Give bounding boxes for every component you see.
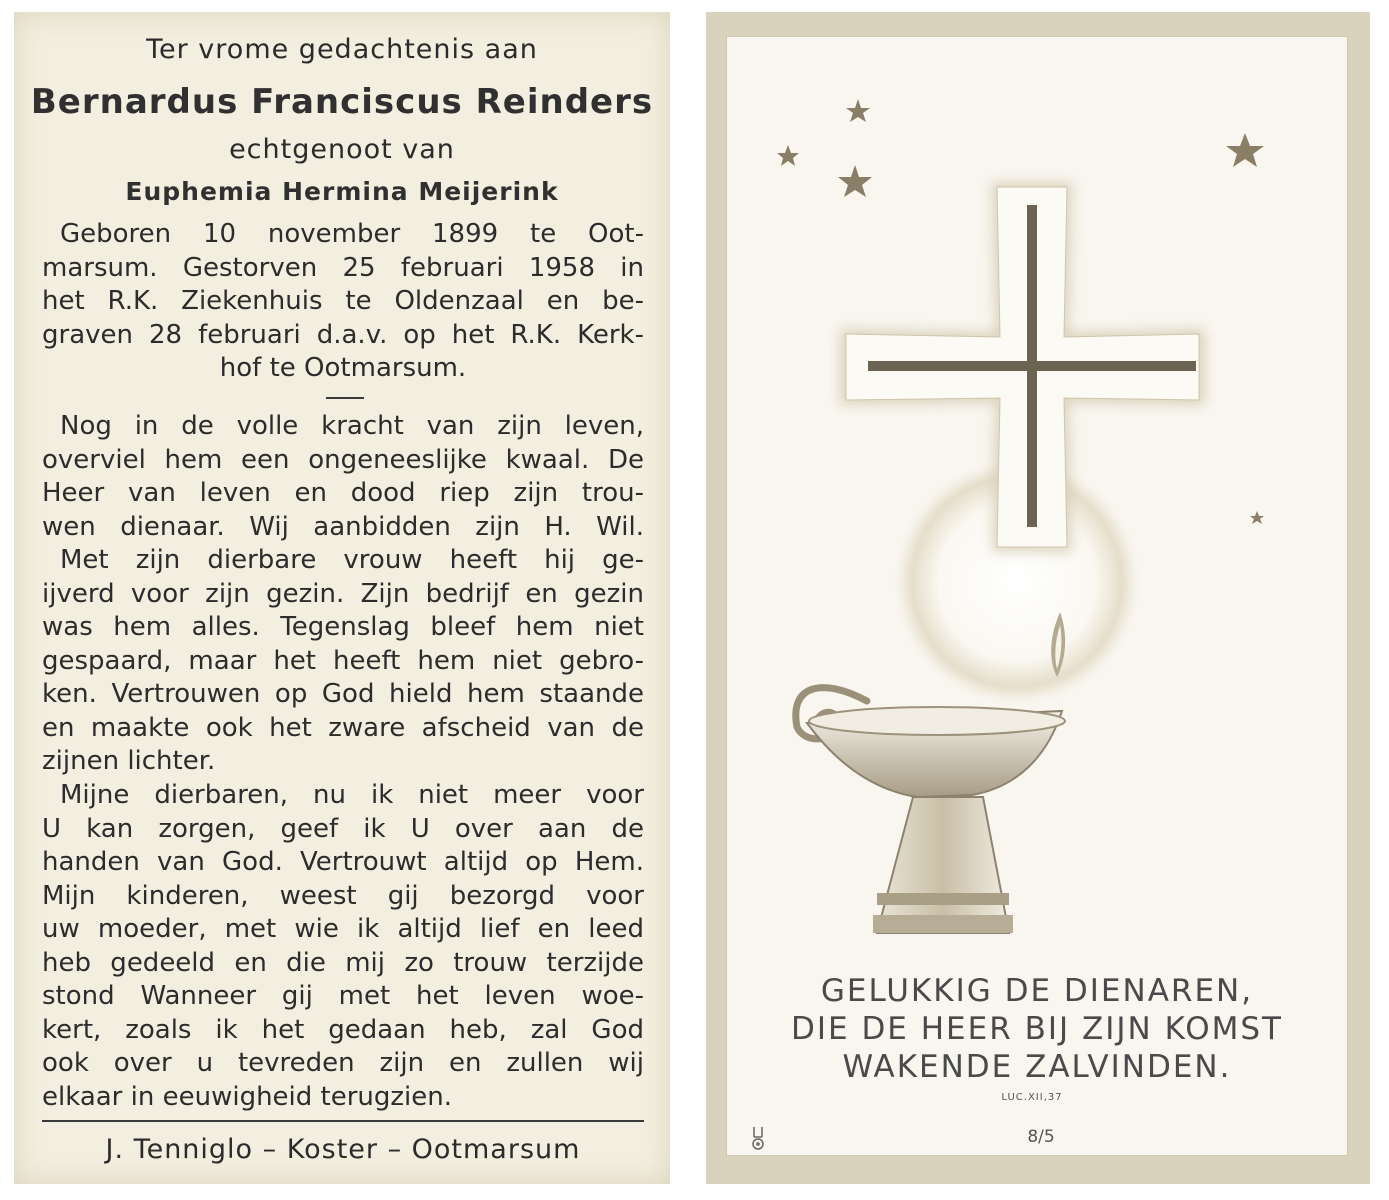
text-line: Heer van leven en dood riep zijn trou- bbox=[42, 478, 644, 508]
star-icon bbox=[846, 99, 870, 122]
text-line: en maakte ook het zware afscheid van de bbox=[42, 712, 644, 743]
paragraph-farewell bbox=[42, 779, 644, 1114]
oil-lamp-icon bbox=[796, 688, 1065, 933]
text-line: kert, zoals ik het gedaan heb, zal God bbox=[42, 1014, 644, 1045]
scripture-reference: LUC.XII,37 bbox=[1001, 1092, 1063, 1103]
text-line: heb gedeeld en die mij zo trouw terzijde bbox=[42, 947, 644, 978]
card-number: 8/5 bbox=[1027, 1127, 1055, 1147]
text-line: Met zijn dierbare vrouw heeft hij ge- bbox=[60, 545, 644, 575]
biography-paragraph bbox=[42, 218, 644, 386]
bio-line: het R.K. Ziekenhuis te Oldenzaal en be- bbox=[42, 286, 644, 316]
star-icon bbox=[777, 145, 799, 166]
printer-footer: J. Tenniglo – Koster – Ootmarsum bbox=[105, 1134, 581, 1165]
text-line: uw moeder, met wie ik altijd lief en leed bbox=[42, 914, 644, 944]
text-line: overviel hem een ongeneeslijke kwaal. De bbox=[42, 444, 644, 475]
bio-line: marsum. Gestorven 25 februari 1958 in bbox=[42, 252, 644, 283]
text-line: was hem alles. Tegenslag bleef hem niet bbox=[42, 612, 644, 642]
text-line: wen dienaar. Wij aanbidden zijn H. Wil. bbox=[42, 511, 644, 542]
publisher-mark-icon bbox=[751, 1125, 765, 1151]
text-line: Mijne dierbaren, nu ik niet meer voor bbox=[60, 780, 644, 810]
cross-and-lamp-illustration bbox=[727, 37, 1347, 967]
verse-line: GELUKKIG DE DIENAREN, bbox=[820, 973, 1254, 1009]
bio-line: graven 28 februari d.a.v. op het R.K. Kerk- bbox=[42, 319, 644, 350]
illustration-card bbox=[706, 12, 1370, 1184]
deceased-name: Bernardus Franciscus Reinders bbox=[30, 82, 654, 122]
footer-rule bbox=[42, 1120, 644, 1122]
spouse-relation-line: echtgenoot van bbox=[229, 134, 455, 165]
text-line: handen van God. Vertrouwt altijd op Hem. bbox=[42, 847, 644, 877]
spouse-name: Euphemia Hermina Meijerink bbox=[125, 177, 559, 206]
bio-line: hof te Ootmarsum. bbox=[219, 353, 467, 383]
cross-icon bbox=[840, 182, 1205, 552]
text-line: ook over u tevreden zijn en zullen wij bbox=[42, 1048, 644, 1078]
text-line: stond Wanneer gij met het leven woe- bbox=[42, 981, 644, 1011]
section-divider bbox=[326, 397, 364, 399]
text-line: zijnen lichter. bbox=[42, 746, 216, 776]
text-line: ijverd voor zijn gezin. Zijn bedrijf en gezin bbox=[42, 578, 644, 609]
paragraph-illness bbox=[42, 410, 644, 544]
verse-line: DIE DE HEER BIJ ZIJN KOMST bbox=[790, 1011, 1283, 1047]
illustration-panel bbox=[726, 36, 1348, 1156]
verse-line: WAKENDE ZALVINDEN. bbox=[842, 1049, 1232, 1085]
text-line: ken. Vertrouwen op God hield hem staande bbox=[42, 679, 644, 709]
text-line: U kan zorgen, geef ik U over aan de bbox=[42, 813, 644, 844]
dedication-line: Ter vrome gedachtenis aan bbox=[146, 34, 538, 65]
star-icon bbox=[1250, 511, 1264, 524]
text-line: gespaard, maar het heeft hem niet gebro- bbox=[42, 645, 644, 676]
star-icon bbox=[838, 165, 872, 197]
bio-line: Geboren 10 november 1899 te Oot- bbox=[60, 219, 644, 249]
text-line: Nog in de volle kracht van zijn leven, bbox=[60, 411, 644, 441]
paragraph-family bbox=[42, 544, 644, 779]
text-line: elkaar in eeuwigheid terugzien. bbox=[42, 1081, 453, 1112]
memorial-text-card bbox=[14, 12, 670, 1184]
text-line: Mijn kinderen, weest gij bezorgd voor bbox=[42, 880, 644, 911]
star-icon bbox=[1226, 133, 1264, 167]
